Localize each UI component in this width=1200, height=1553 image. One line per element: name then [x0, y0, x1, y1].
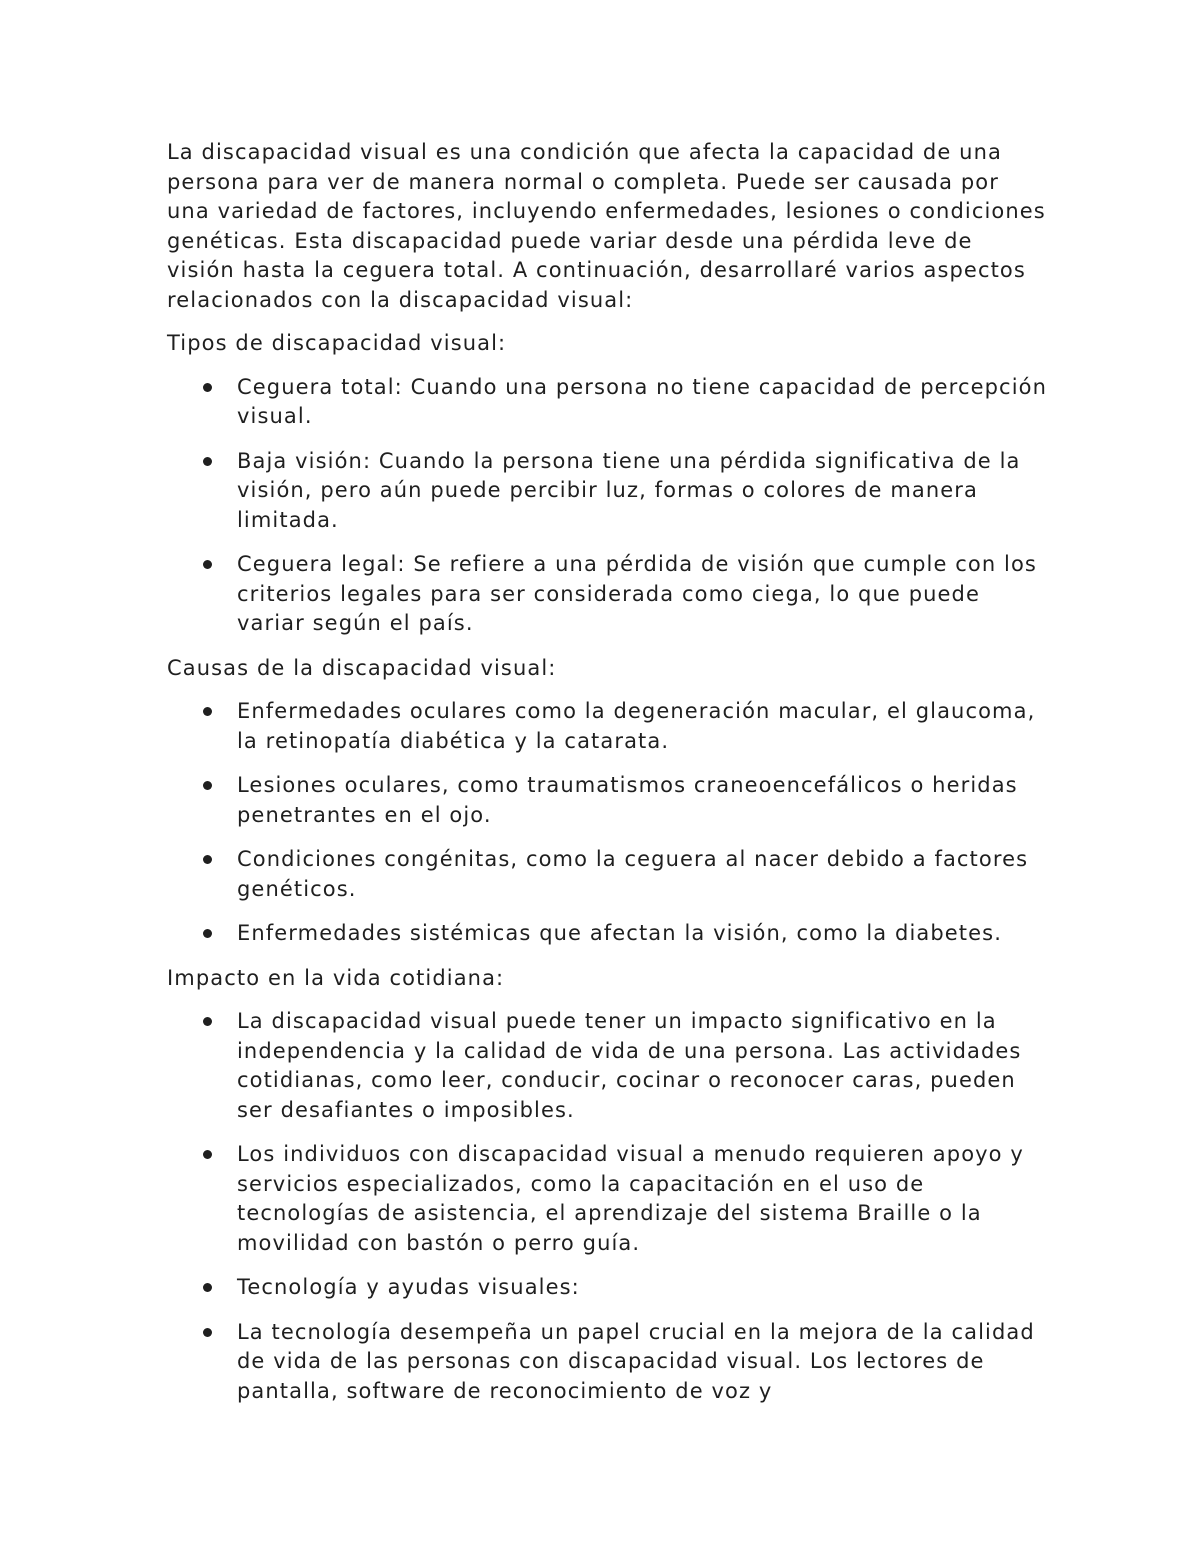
list-item — [167, 1273, 1047, 1303]
list-item — [167, 697, 1047, 756]
bullet-icon — [203, 707, 212, 716]
list-item-text: Ceguera legal: Se refiere a una pérdida de visión que cumple con los criterios legales para ser considerada como ciega, lo que puede variar según el país. — [237, 552, 1037, 635]
bullet-icon — [203, 383, 212, 392]
list-impacto — [167, 1007, 1047, 1406]
list-item-text: Ceguera total: Cuando una persona no tiene capacidad de percepción visual. — [237, 374, 1047, 428]
list-tipos — [167, 373, 1047, 639]
bullet-icon — [203, 1328, 212, 1337]
bullet-icon — [203, 781, 212, 790]
bullet-icon — [203, 855, 212, 864]
list-item-text: Condiciones congénitas, como la ceguera al nacer debido a factores genéticos. — [237, 847, 1029, 901]
list-item — [167, 1007, 1047, 1125]
list-item — [167, 919, 1047, 949]
bullet-icon — [203, 929, 212, 938]
intro-paragraph: La discapacidad visual es una condición que afecta la capacidad de una persona para ver de manera normal o completa. Puede ser causada por una variedad de factores, incluyendo enfermedades, lesiones o condiciones genéticas. Esta discapacidad puede variar desde una pérdida leve de visión hasta la ceguera total. A continuación, desarrollaré varios aspectos relacionados con la discapacidad visual: — [167, 140, 1046, 312]
section-heading-causas: Causas de la discapacidad visual: — [167, 655, 557, 680]
bullet-icon — [203, 1017, 212, 1026]
list-causas — [167, 697, 1047, 949]
list-item — [167, 1318, 1047, 1407]
list-item-text: Enfermedades sistémicas que afectan la visión, como la diabetes. — [237, 921, 1002, 945]
bullet-icon — [203, 457, 212, 466]
list-item — [167, 771, 1047, 830]
list-item-text: Tecnología y ayudas visuales: — [237, 1275, 580, 1299]
section-heading-tipos: Tipos de discapacidad visual: — [167, 331, 507, 355]
bullet-icon — [203, 560, 212, 569]
list-item — [167, 550, 1047, 639]
section-heading-impacto: Impacto en la vida cotidiana: — [167, 965, 505, 990]
list-item — [167, 845, 1047, 904]
list-item-text: Lesiones oculares, como traumatismos craneoencefálicos o heridas penetrantes en el ojo. — [237, 773, 1018, 827]
list-item-text: Enfermedades oculares como la degeneración macular, el glaucoma, la retinopatía diabética y la catarata. — [237, 699, 1036, 753]
list-item-text: Los individuos con discapacidad visual a menudo requieren apoyo y servicios especializados, como la capacitación en el uso de tecnologías de asistencia, el aprendizaje del sistema Braille o la movilidad con bastón o perro guía. — [237, 1142, 1024, 1255]
list-item — [167, 447, 1047, 536]
list-item-text: La tecnología desempeña un papel crucial en la mejora de la calidad de vida de las personas con discapacidad visual. Los lectores de pantalla, software de reconocimiento de voz y — [237, 1319, 1035, 1403]
list-item-text: Baja visión: Cuando la persona tiene una pérdida significativa de la visión, pero aún puede percibir luz, formas o colores de manera limitada. — [237, 448, 1021, 532]
document-page — [167, 138, 1047, 1421]
bullet-icon — [203, 1150, 212, 1159]
bullet-icon — [203, 1283, 212, 1292]
list-item-text: La discapacidad visual puede tener un impacto significativo en la independencia y la calidad de vida de una persona. Las actividades cotidianas, como leer, conducir, cocinar o reconocer caras, pueden ser desafiantes o imposibles. — [237, 1009, 1022, 1122]
list-item — [167, 373, 1047, 432]
list-item — [167, 1140, 1047, 1258]
